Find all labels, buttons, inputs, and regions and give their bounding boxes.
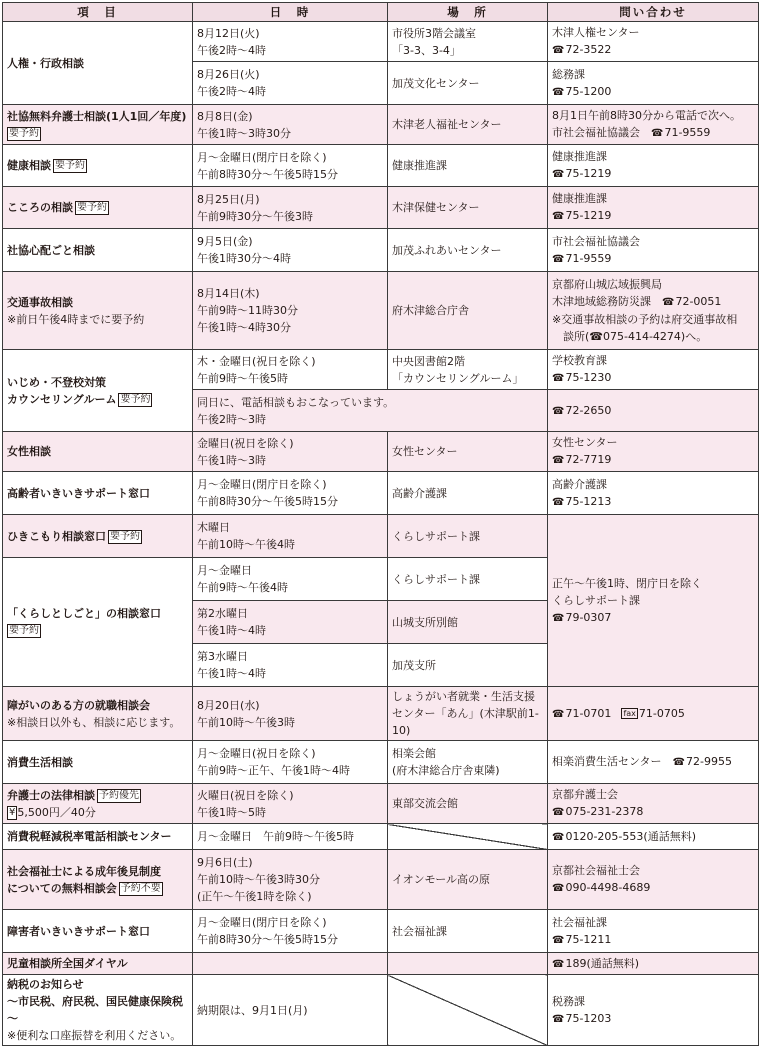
place-cell: 中央図書館2階 「カウンセリングルーム」 — [388, 350, 548, 390]
reservation-badge: 要予約 — [77, 202, 107, 213]
item-cell: 人権・行政相談 — [3, 22, 193, 105]
datetime-cell: 9月6日(土) 午前10時～午後3時30分 (正午～午後1時を除く) — [193, 850, 388, 910]
header-contact: 問い合わせ — [548, 3, 759, 22]
datetime-cell: 9月5日(金) 午後1時30分～4時 — [193, 229, 388, 272]
table-row — [3, 975, 759, 1046]
contact-cell: 高齢介護課 ☎75-1213 — [548, 472, 759, 515]
place-cell: 健康推進課 — [388, 145, 548, 187]
fee-text: 5,500円／40分 — [17, 805, 96, 819]
datetime-cell: 月～金曜日(閉庁日を除く) 午前8時30分～午後5時15分 — [193, 910, 388, 953]
datetime-cell: 月～金曜日 午前9時～午後4時 — [193, 558, 388, 601]
contact-cell: 健康推進課 ☎75-1219 — [548, 145, 759, 187]
phone-icon: ☎ — [552, 253, 565, 265]
phone-icon: ☎ — [552, 934, 565, 946]
table-row — [3, 910, 759, 953]
empty-slash-cell — [193, 953, 388, 975]
place-cell: 加茂支所 — [388, 644, 548, 687]
phone-icon: ☎ — [672, 757, 686, 768]
place-cell: 木津老人福祉センター — [388, 105, 548, 145]
item-cell: 消費税軽減税率電話相談センター — [3, 824, 193, 850]
item-cell: 消費生活相談 — [3, 741, 193, 784]
datetime-cell: 金曜日(祝日を除く) 午後1時～3時 — [193, 432, 388, 472]
item-cell: 女性相談 — [3, 432, 193, 472]
place-cell: 相楽会館 (府木津総合庁舎東隣) — [388, 741, 548, 784]
item-cell: 障がいのある方の就職相談会 ※相談日以外も、相談に応じます。 — [3, 687, 193, 741]
item-note: ※相談日以外も、相談に応じます。 — [7, 715, 181, 729]
phone-icon: ☎ — [552, 373, 565, 384]
table-row — [3, 784, 759, 824]
place-cell: 木津保健センター — [388, 187, 548, 229]
item-cell: 障害者いきいきサポート窓口 — [3, 910, 193, 953]
datetime-cell: 月～金曜日 午前9時～午後5時 — [193, 824, 388, 850]
item-cell: 児童相談所全国ダイヤル — [3, 953, 193, 975]
contact-cell: 総務課 ☎75-1200 — [548, 62, 759, 105]
place-cell: 東部交流会館 — [388, 784, 548, 824]
datetime-cell: 8月20日(水) 午前10時～午後3時 — [193, 687, 388, 741]
item-cell: こころの相談 要予約 — [3, 187, 193, 229]
contact-cell: 木津人権センター ☎72-3522 — [548, 22, 759, 62]
datetime-cell: 月～金曜日(閉庁日を除く) 午前8時30分～午後5時15分 — [193, 472, 388, 515]
reservation-badge: 要予約 — [9, 625, 39, 636]
datetime-cell: 木・金曜日(祝日を除く) 午前9時～午後5時 — [193, 350, 388, 390]
contact-cell: 正午～午後1時、閉庁日を除く くらしサポート課 ☎79-0307 — [548, 515, 759, 687]
phone-icon: ☎ — [552, 1013, 565, 1025]
table-row — [3, 272, 759, 350]
datetime-cell: 8月14日(木) 午前9時～11時30分 午後1時～4時30分 — [193, 272, 388, 350]
item-cell: いじめ・不登校対策 カウンセリングルーム 要予約 — [3, 350, 193, 432]
phone-icon: ☎ — [651, 128, 664, 139]
table-header-row — [3, 3, 759, 22]
place-cell: くらしサポート課 — [388, 515, 548, 558]
place-cell: イオンモール高の原 — [388, 850, 548, 910]
phone-consult-cell: 同日に、電話相談もおこなっています。 午後2時～3時 — [193, 390, 548, 432]
phone-icon: ☎ — [552, 883, 565, 894]
fax-icon: fax — [623, 708, 636, 718]
place-cell: 山城支所別館 — [388, 601, 548, 644]
table-row — [3, 105, 759, 145]
phone-icon: ☎ — [552, 169, 565, 180]
reservation-badge: 要予約 — [9, 127, 39, 139]
reservation-badge: 予約不要 — [120, 882, 161, 894]
phone-icon: ☎ — [552, 86, 565, 98]
header-place: 場 所 — [388, 3, 548, 22]
place-cell: しょうがい者就業・生活支援 センター「あん」(木津駅前1-10) — [388, 687, 548, 741]
datetime-cell: 8月26日(火) 午後2時～4時 — [193, 62, 388, 105]
phone-icon: ☎ — [552, 831, 565, 843]
contact-cell: ☎189(通話無料) — [548, 953, 759, 975]
phone-icon: ☎ — [552, 455, 565, 466]
datetime-cell: 8月12日(火) 午後2時～4時 — [193, 22, 388, 62]
datetime-cell: 8月8日(金) 午後1時～3時30分 — [193, 105, 388, 145]
item-note: ※便利な口座振替を利用ください。 — [7, 1029, 182, 1042]
contact-cell: ☎71-0701 fax 71-0705 — [548, 687, 759, 741]
contact-cell: ☎0120-205-553(通話無料) — [548, 824, 759, 850]
contact-cell: 社会福祉課 ☎75-1211 — [548, 910, 759, 953]
place-cell: 市役所3階会議室 「3-3、3-4」 — [388, 22, 548, 62]
phone-icon: ☎ — [552, 612, 565, 624]
contact-cell: 京都社会福祉士会 ☎090-4498-4689 — [548, 850, 759, 910]
item-cell: 「くらしとしごと」の相談窓口 要予約 — [3, 558, 193, 687]
reservation-badge: 要予約 — [120, 393, 151, 405]
datetime-cell: 月～金曜日(閉庁日を除く) 午前8時30分～午後5時15分 — [193, 145, 388, 187]
contact-cell: 健康推進課 ☎75-1219 — [548, 187, 759, 229]
phone-icon: ☎ — [552, 708, 565, 720]
phone-icon: ☎ — [552, 405, 565, 417]
yen-icon: ¥ — [9, 806, 16, 818]
item-note: ※前日午後4時までに要予約 — [7, 312, 145, 326]
datetime-cell: 火曜日(祝日を除く) 午後1時～5時 — [193, 784, 388, 824]
datetime-cell: 月～金曜日(祝日を除く) 午前9時～正午、午後1時～4時 — [193, 741, 388, 784]
datetime-cell: 木曜日 午前10時～午後4時 — [193, 515, 388, 558]
item-cell: 交通事故相談 ※前日午後4時までに要予約 — [3, 272, 193, 350]
place-cell: 加茂文化センター — [388, 62, 548, 105]
table-row — [3, 824, 759, 850]
reservation-badge: 要予約 — [110, 530, 140, 542]
table-row — [3, 472, 759, 515]
consultation-table — [2, 2, 759, 1046]
place-cell: 女性センター — [388, 432, 548, 472]
empty-slash-cell — [388, 824, 548, 850]
datetime-cell: 第3水曜日 午後1時～4時 — [193, 644, 388, 687]
datetime-cell: 第2水曜日 午後1時～4時 — [193, 601, 388, 644]
table-row — [3, 187, 759, 229]
table-row — [3, 687, 759, 741]
contact-cell: 京都府山城広域振興局 木津地域総務防災課 ☎72-0051 ※交通事故相談の予約は府交通事故相 談所(☎075-414-4274)へ。 — [548, 272, 759, 350]
reservation-badge: 予約優先 — [99, 789, 139, 801]
item-cell: ひきこもり相談窓口 要予約 — [3, 515, 193, 558]
item-cell: 社協心配ごと相談 — [3, 229, 193, 272]
place-cell: 高齢介護課 — [388, 472, 548, 515]
item-cell: 高齢者いきいきサポート窓口 — [3, 472, 193, 515]
item-cell: 健康相談 要予約 — [3, 145, 193, 187]
contact-cell: 相楽消費生活センター ☎72-9955 — [548, 741, 759, 784]
item-cell: 社会福祉士による成年後見制度 についての無料相談会 予約不要 — [3, 850, 193, 910]
contact-cell: 京都弁護士会 ☎075-231-2378 — [548, 784, 759, 824]
empty-slash-cell — [388, 953, 548, 975]
contact-cell: 8月1日午前8時30分から電話で次へ。 市社会福祉協議会 ☎71-9559 — [548, 105, 759, 145]
phone-icon: ☎ — [552, 807, 565, 818]
contact-cell: 女性センター ☎72-7719 — [548, 432, 759, 472]
place-cell: 加茂ふれあいセンター — [388, 229, 548, 272]
item-cell: 社協無料弁護士相談(1人1回／年度) 要予約 — [3, 105, 193, 145]
phone-icon: ☎ — [552, 496, 565, 508]
header-datetime: 日 時 — [193, 3, 388, 22]
place-cell: 社会福祉課 — [388, 910, 548, 953]
table-row — [3, 515, 759, 558]
datetime-cell: 8月25日(月) 午前9時30分～午後3時 — [193, 187, 388, 229]
table-row — [3, 432, 759, 472]
table-row — [3, 850, 759, 910]
table-row — [3, 741, 759, 784]
table-row — [3, 229, 759, 272]
phone-icon: ☎ — [552, 958, 565, 970]
place-cell: くらしサポート課 — [388, 558, 548, 601]
datetime-cell: 納期限は、9月1日(月) — [193, 975, 388, 1046]
table-row — [3, 145, 759, 187]
phone-icon: ☎ — [552, 45, 565, 56]
table-row — [3, 22, 759, 62]
item-cell: 納税のお知らせ ～市民税、府民税、国民健康保険税～ ※便利な口座振替を利用ください。 — [3, 975, 193, 1046]
phone-icon: ☎ — [662, 297, 675, 308]
table-row — [3, 350, 759, 390]
phone-icon: ☎ — [552, 211, 565, 222]
place-cell: 府木津総合庁舎 — [388, 272, 548, 350]
contact-cell: 市社会福祉協議会 ☎71-9559 — [548, 229, 759, 272]
contact-cell: 学校教育課 ☎75-1230 — [548, 350, 759, 390]
header-item: 項 目 — [3, 3, 193, 22]
item-cell: 弁護士の法律相談 予約優先 ¥ 5,500円／40分 — [3, 784, 193, 824]
empty-slash-cell — [388, 975, 548, 1046]
contact-cell: ☎72-2650 — [548, 390, 759, 432]
reservation-badge: 要予約 — [55, 160, 85, 171]
contact-cell: 税務課 ☎75-1203 — [548, 975, 759, 1046]
table-row — [3, 953, 759, 975]
